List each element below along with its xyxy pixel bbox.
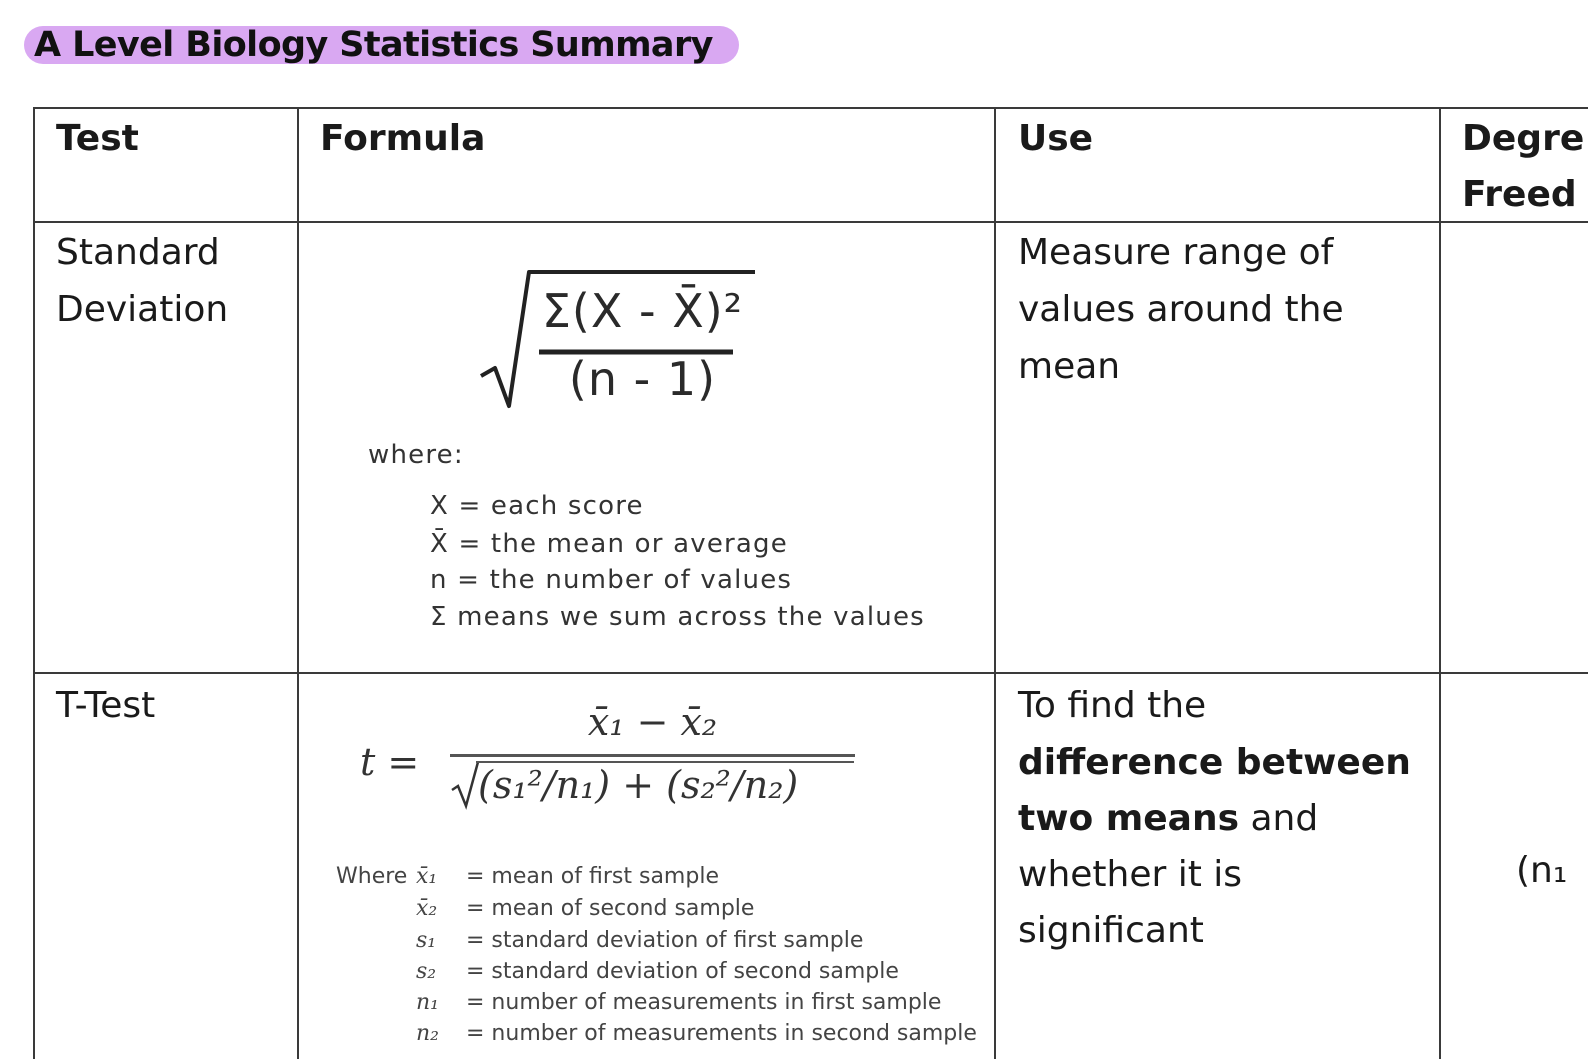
sd-numerator: Σ(X - X̄)² (541, 284, 744, 338)
ttest-numerator: x̄₁ − x̄₂ (587, 700, 718, 744)
row1-use-line1: Measure range of (1018, 232, 1334, 273)
ttest-legend-symbol: n₂ (416, 1021, 439, 1046)
ttest-fraction-bar (450, 754, 855, 757)
ttest-legend-item (416, 928, 863, 953)
ttest-legend-item (416, 864, 719, 889)
row2-use-bold1: difference between (1018, 742, 1411, 783)
ttest-legend-text: = mean of second sample (466, 896, 755, 921)
table-divider-header (33, 221, 1588, 223)
row1-use-line2: values around the (1018, 289, 1344, 330)
page-title: A Level Biology Statistics Summary (24, 26, 739, 64)
ttest-legend-text: = standard deviation of second sample (466, 959, 899, 984)
ttest-lhs: t = (360, 740, 420, 784)
row1-test-line2: Deviation (56, 289, 229, 330)
header-test: Test (56, 118, 139, 159)
ttest-denominator: (s₁²/n₁) + (s₂²/n₂) (478, 763, 799, 807)
ttest-legend-symbol: x̄₁ (416, 864, 438, 889)
ttest-legend-item (416, 990, 941, 1015)
table-divider-row1 (33, 672, 1588, 674)
sd-legend-item: n = the number of values (430, 565, 793, 595)
ttest-root-sign (450, 760, 480, 810)
row2-use-line4: whether it is (1018, 854, 1243, 895)
header-use: Use (1018, 118, 1094, 159)
row2-degrees-partial: (n₁ (1516, 850, 1568, 891)
row2-use-line5: significant (1018, 910, 1204, 951)
ttest-legend-symbol: s₂ (416, 959, 437, 984)
row2-test: T-Test (56, 685, 156, 726)
ttest-legend-text: = standard deviation of first sample (466, 928, 864, 953)
row2-use-bold2: two means (1018, 798, 1240, 839)
table-border-left (33, 107, 35, 1059)
ttest-root-bar (476, 761, 854, 763)
header-formula: Formula (320, 118, 486, 159)
sd-legend-item: X = each score (430, 491, 644, 521)
header-degrees-line1: Degre (1462, 118, 1585, 159)
sd-legend-item: Σ means we sum across the values (430, 602, 925, 632)
ttest-legend-symbol: n₁ (416, 990, 439, 1015)
table-col-divider-1 (297, 107, 299, 1059)
ttest-legend-item (416, 896, 754, 921)
ttest-legend-symbol: s₁ (416, 928, 437, 953)
row1-test-line1: Standard (56, 232, 220, 273)
row1-use-line3: mean (1018, 346, 1121, 387)
table-border-top (33, 107, 1588, 109)
sd-where-label: where: (368, 440, 464, 470)
ttest-legend-item (416, 959, 899, 984)
table-col-divider-2 (994, 107, 996, 1059)
ttest-legend-text: = number of measurements in second sample (466, 1021, 977, 1046)
sd-legend-item: X̄ = the mean or average (430, 529, 788, 559)
ttest-where-label (336, 864, 407, 889)
row2-use-line1: To find the (1018, 685, 1207, 726)
header-degrees-line2: Freed (1462, 174, 1577, 215)
ttest-legend-symbol: x̄₂ (416, 896, 438, 921)
table-col-divider-3 (1439, 107, 1441, 1059)
row2-use-line3 (1018, 790, 1318, 847)
ttest-where-text: Where (336, 864, 408, 889)
sd-denominator: (n - 1) (568, 352, 717, 406)
row2-use-and: and (1239, 798, 1319, 839)
ttest-legend-item (416, 1021, 977, 1046)
ttest-legend-text: = number of measurements in first sample (466, 990, 942, 1015)
ttest-legend-text: = mean of first sample (466, 864, 719, 889)
